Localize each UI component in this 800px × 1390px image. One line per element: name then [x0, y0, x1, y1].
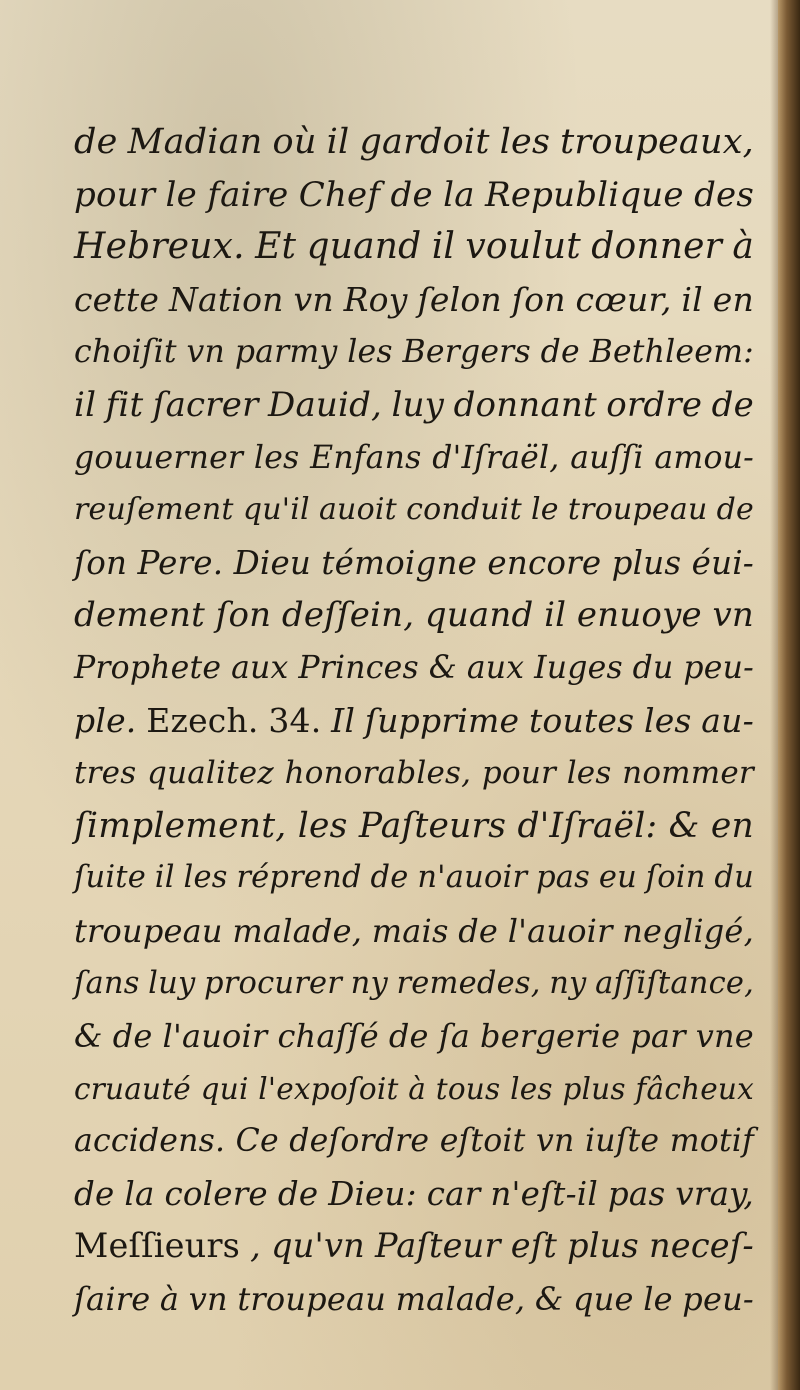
text-line: [74, 1010, 754, 1063]
word: ſans: [74, 965, 140, 1001]
text-line: [74, 484, 754, 537]
word: vray,: [675, 1174, 754, 1213]
word: Nation: [168, 279, 284, 319]
word: il: [154, 860, 175, 896]
word: troupeau: [237, 1280, 387, 1319]
word: bergerie: [480, 1017, 621, 1056]
word: Paſteur: [374, 1226, 501, 1266]
word: neceſ-: [649, 1226, 754, 1266]
word: pour: [481, 755, 556, 792]
word: vn: [293, 279, 334, 319]
word: plus: [562, 1071, 626, 1106]
word: Iuges: [534, 649, 623, 686]
word: eſtoit: [439, 1123, 526, 1160]
word: amou-: [654, 439, 754, 476]
word: fit: [105, 384, 144, 425]
word: vn: [188, 1280, 228, 1319]
word: malade,: [232, 911, 363, 950]
text-line: [74, 432, 754, 485]
word: deſſein,: [281, 595, 415, 636]
text-line: [74, 221, 754, 274]
word: cette: [74, 279, 160, 319]
word: auoit: [318, 492, 397, 528]
word: il: [326, 122, 350, 162]
word: choiſit: [74, 334, 177, 371]
word: vn: [186, 334, 226, 371]
word: aux: [466, 649, 525, 686]
word: ſelon: [417, 279, 502, 319]
text-line: [74, 695, 754, 748]
word: du: [632, 649, 674, 686]
word: plus: [567, 1226, 639, 1266]
word: d'Iſraël:: [517, 805, 658, 846]
word: ſupprime: [364, 700, 520, 740]
word: parmy: [234, 334, 338, 371]
word: plus: [611, 543, 682, 582]
word: peu-: [682, 1280, 754, 1319]
word: du: [714, 860, 754, 896]
word: Paſteurs: [358, 805, 507, 846]
text-line: [74, 958, 754, 1011]
text-line: [74, 1115, 754, 1168]
word: ſon: [511, 279, 566, 319]
word: luy: [391, 384, 445, 425]
word: Bethleem:: [589, 334, 754, 371]
word: le: [643, 1280, 673, 1319]
word: vne: [695, 1017, 754, 1056]
word: les: [510, 1071, 553, 1106]
word: aux: [231, 649, 289, 686]
word: ſon: [215, 595, 272, 636]
word: &: [428, 649, 457, 686]
word: ordre: [606, 384, 703, 425]
word: de: [370, 860, 409, 896]
word: encore: [487, 543, 602, 582]
word: negligé,: [622, 911, 754, 950]
word: ,: [250, 1226, 262, 1266]
word: Meſſieurs: [74, 1226, 241, 1266]
word: de: [716, 492, 754, 528]
text-line: [74, 1168, 754, 1221]
word: les: [643, 700, 692, 740]
word: procurer: [204, 965, 343, 1001]
word: en: [710, 805, 754, 846]
word: chaſſé: [277, 1017, 379, 1056]
word: Pere.: [137, 543, 224, 582]
text-line: [74, 589, 754, 642]
word: l'auoir: [507, 911, 613, 950]
word: Princes: [298, 649, 419, 686]
word: eu: [598, 860, 637, 896]
word: qu'vn: [271, 1226, 365, 1266]
word: Madian: [127, 122, 263, 162]
word: à: [408, 1071, 427, 1106]
text-line: [74, 537, 754, 590]
word: voulut: [465, 226, 581, 268]
word: de: [74, 122, 118, 162]
word: Dieu: [233, 543, 312, 582]
word: les: [253, 439, 300, 476]
text-line: [74, 905, 754, 958]
word: accidens.: [74, 1123, 226, 1160]
word: ſon: [74, 543, 128, 582]
word: dement: [74, 595, 206, 636]
word: luy: [148, 965, 196, 1001]
word: iuſte: [584, 1123, 660, 1160]
word: &: [668, 805, 700, 846]
word: Roy: [343, 279, 408, 319]
word: Dieu:: [328, 1174, 417, 1213]
word: ny: [350, 965, 388, 1001]
word: Hebreux.: [74, 226, 245, 268]
text-line: [74, 852, 754, 905]
word: troupeau: [567, 492, 708, 528]
word: &: [534, 1280, 564, 1319]
word: des: [694, 174, 754, 215]
word: d'Iſraël,: [432, 439, 560, 476]
word: qualitez: [147, 755, 274, 792]
word: ny: [549, 965, 587, 1001]
word: ple.: [74, 700, 137, 740]
word: les: [566, 755, 612, 792]
word: gardoit: [359, 122, 490, 162]
word: de: [540, 334, 580, 371]
word: Ce: [235, 1123, 279, 1160]
text-line: [74, 169, 754, 222]
word: ſimplement,: [74, 805, 287, 846]
word: n'auoir: [417, 860, 528, 896]
word: remedes,: [396, 965, 541, 1001]
word: qui: [200, 1071, 249, 1106]
word: ſuite: [74, 860, 146, 896]
word: de: [388, 1017, 429, 1056]
word: troupeaux,: [560, 122, 754, 162]
word: Prophete: [74, 649, 222, 686]
word: 34.: [268, 700, 322, 740]
word: faire: [207, 174, 289, 215]
text-line: [74, 1220, 754, 1273]
word: qu'il: [242, 492, 310, 528]
word: colere: [164, 1174, 268, 1213]
word: Ezech.: [146, 700, 259, 740]
word: troupeau: [74, 911, 223, 950]
page-gutter-shadow: [770, 0, 778, 1390]
word: le: [531, 492, 559, 528]
word: pas: [536, 860, 591, 896]
text-line: [74, 642, 754, 695]
word: deſordre: [289, 1123, 430, 1160]
word: fâcheux: [635, 1071, 754, 1106]
body-text: [74, 116, 754, 1326]
text-line: [74, 379, 754, 432]
word: donner: [591, 226, 723, 268]
word: les: [347, 334, 393, 371]
text-line: [74, 274, 754, 327]
word: les: [499, 122, 551, 162]
word: de: [458, 911, 499, 950]
word: peu-: [683, 649, 754, 686]
word: par: [630, 1017, 686, 1056]
word: vn: [712, 595, 754, 636]
word: il: [74, 384, 97, 425]
word: auſſi: [570, 439, 644, 476]
word: malade,: [395, 1280, 526, 1319]
word: donnant: [453, 384, 597, 425]
book-spine: [778, 0, 800, 1390]
word: gouuerner: [74, 439, 244, 476]
word: eſt: [510, 1226, 558, 1266]
word: de: [74, 1174, 115, 1213]
word: n'eſt-il: [490, 1174, 598, 1213]
word: il: [431, 226, 456, 268]
word: ſoin: [645, 860, 706, 896]
word: honorables,: [284, 755, 472, 792]
word: toutes: [528, 700, 635, 740]
text-line: [74, 800, 754, 853]
word: Il: [331, 700, 356, 740]
word: pas: [607, 1174, 666, 1213]
word: Dauid,: [267, 384, 383, 425]
word: nommer: [622, 755, 754, 792]
word: &: [74, 1017, 103, 1056]
word: Chef: [298, 174, 381, 215]
word: de: [390, 174, 433, 215]
word: conduit: [406, 492, 522, 528]
word: à: [159, 1280, 180, 1319]
word: vn: [536, 1123, 575, 1160]
word: tres: [74, 755, 137, 792]
word: mais: [371, 911, 449, 950]
word: la: [124, 1174, 155, 1213]
word: de: [277, 1174, 319, 1213]
word: quand: [424, 595, 534, 636]
word: quand: [306, 226, 422, 268]
word: motif: [669, 1123, 754, 1160]
word: les: [297, 805, 348, 846]
word: témoigne: [321, 543, 478, 582]
text-line: [74, 1063, 754, 1116]
word: il: [544, 595, 567, 636]
text-line: [74, 326, 754, 379]
word: réprend: [236, 860, 362, 896]
word: l'expoſoit: [258, 1071, 399, 1106]
word: la: [443, 174, 475, 215]
text-line: [74, 1273, 754, 1326]
word: tous: [435, 1071, 501, 1106]
word: le: [165, 174, 197, 215]
word: Republique: [485, 174, 684, 215]
word: où: [272, 122, 317, 162]
word: éui-: [691, 543, 754, 582]
word: au-: [701, 700, 754, 740]
word: reuſement: [74, 492, 234, 528]
word: ſa: [438, 1017, 471, 1056]
word: Bergers: [402, 334, 531, 371]
word: cruauté: [74, 1071, 191, 1106]
word: Et: [255, 226, 297, 268]
word: car: [426, 1174, 481, 1213]
word: ſacrer: [152, 384, 259, 425]
word: à: [732, 226, 754, 268]
text-line: [74, 747, 754, 800]
text-line: [74, 116, 754, 169]
word: de: [711, 384, 754, 425]
word: cœur,: [575, 279, 672, 319]
word: Enfans: [310, 439, 422, 476]
word: que: [573, 1280, 634, 1319]
word: ſaire: [74, 1280, 151, 1319]
word: les: [183, 860, 228, 896]
word: pour: [74, 174, 156, 215]
word: de: [112, 1017, 153, 1056]
word: en: [712, 279, 754, 319]
word: aſſiſtance,: [595, 965, 754, 1001]
word: l'auoir: [162, 1017, 268, 1056]
word: il: [681, 279, 703, 319]
word: enuoye: [576, 595, 702, 636]
